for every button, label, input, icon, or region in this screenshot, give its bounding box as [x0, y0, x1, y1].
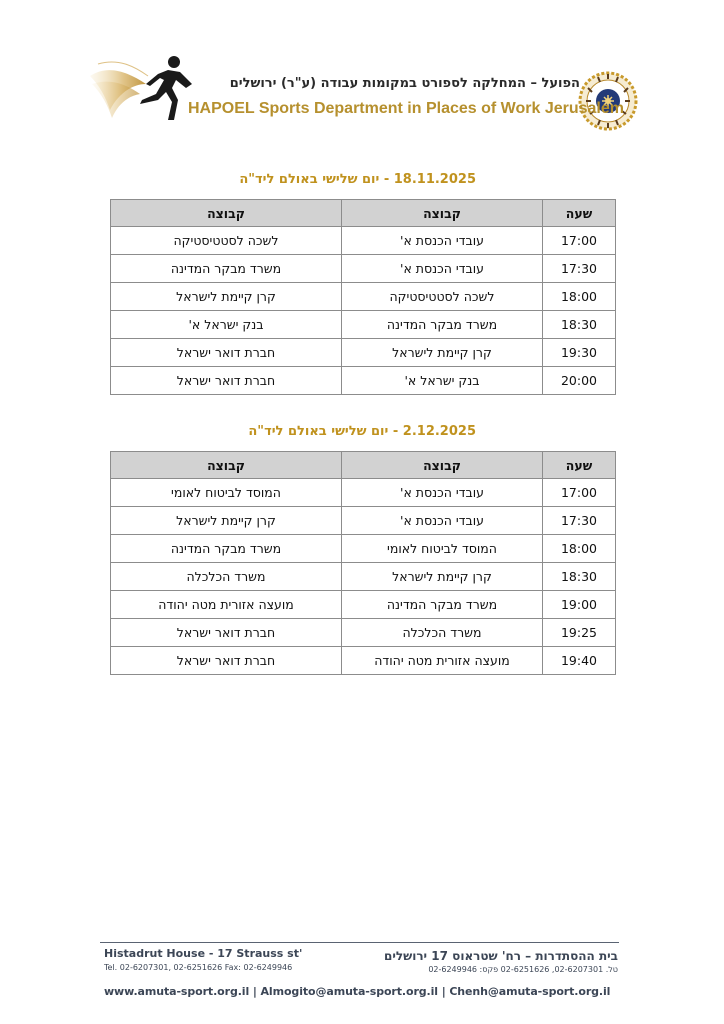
time-column-header: שעה [543, 452, 616, 479]
schedule-table [110, 199, 616, 395]
footer-web-links: www.amuta-sport.org.il | Almogito@amuta-sport.org.il | Chenh@amuta-sport.org.il [104, 985, 611, 998]
team2-cell: משרד הכלכלה [111, 563, 342, 591]
org-name-english: HAPOEL Sports Department in Places of Work Jerusalem [188, 100, 624, 117]
team1-cell: קרן קיימת לישראל [342, 339, 543, 367]
table-row [111, 507, 616, 535]
time-cell: 19:30 [543, 339, 616, 367]
team1-cell: עובדי הכנסת א' [342, 479, 543, 507]
table-header-row [111, 452, 616, 479]
team2-cell: חברת דואר ישראל [111, 647, 342, 675]
team2-column-header: קבוצה [111, 452, 342, 479]
time-cell: 17:00 [543, 479, 616, 507]
footer-address-english: Histadrut House - 17 Strauss st' [104, 947, 303, 960]
time-cell: 18:30 [543, 563, 616, 591]
table-row [111, 283, 616, 311]
time-cell: 19:40 [543, 647, 616, 675]
table-row [111, 367, 616, 395]
footer-divider [100, 942, 619, 943]
team2-cell: חברת דואר ישראל [111, 619, 342, 647]
team2-cell: חברת דואר ישראל [111, 367, 342, 395]
table-row [111, 255, 616, 283]
table-row [111, 535, 616, 563]
team1-cell: משרד מבקר המדינה [342, 311, 543, 339]
team2-cell: בנק ישראל א' [111, 311, 342, 339]
footer-contact-hebrew: טל. 02-6207301, 02-6251626 פקס: 02-6249946 [428, 965, 618, 974]
time-cell: 19:00 [543, 591, 616, 619]
table-row [111, 563, 616, 591]
table-row [111, 479, 616, 507]
team1-cell: המוסד לביטוח לאומי [342, 535, 543, 563]
team1-cell: קרן קיימת לישראל [342, 563, 543, 591]
time-column-header: שעה [543, 200, 616, 227]
team1-cell: לשכה לסטטיסטיקה [342, 283, 543, 311]
time-cell: 19:25 [543, 619, 616, 647]
team2-cell: חברת דואר ישראל [111, 339, 342, 367]
team1-cell: עובדי הכנסת א' [342, 255, 543, 283]
team1-cell: עובדי הכנסת א' [342, 507, 543, 535]
table-row [111, 227, 616, 255]
team2-cell: משרד מבקר המדינה [111, 255, 342, 283]
time-cell: 17:30 [543, 507, 616, 535]
org-name-hebrew: הפועל – המחלקה לספורט במקומות עבודה (ע"ר) ירושלים [229, 76, 580, 91]
schedule-table [110, 451, 616, 675]
team1-column-header: קבוצה [342, 200, 543, 227]
time-cell: 17:30 [543, 255, 616, 283]
team1-cell: בנק ישראל א' [342, 367, 543, 395]
team1-cell: משרד הכלכלה [342, 619, 543, 647]
table-row [111, 647, 616, 675]
team2-cell: משרד מבקר המדינה [111, 535, 342, 563]
table-row [111, 339, 616, 367]
team1-cell: מועצה אזורית מטה יהודה [342, 647, 543, 675]
footer-address-hebrew: בית ההסתדרות – רח' שטראוס 17 ירושלים [383, 949, 618, 963]
table-header-row [111, 200, 616, 227]
time-cell: 18:30 [543, 311, 616, 339]
team2-column-header: קבוצה [111, 200, 342, 227]
team1-column-header: קבוצה [342, 452, 543, 479]
team2-cell: המוסד לביטוח לאומי [111, 479, 342, 507]
schedule-title: 2.12.2025 - יום שלישי באולם ליד"ה [248, 424, 476, 439]
table-row [111, 591, 616, 619]
team2-cell: מועצה אזורית מטה יהודה [111, 591, 342, 619]
team1-cell: משרד מבקר המדינה [342, 591, 543, 619]
team1-cell: עובדי הכנסת א' [342, 227, 543, 255]
table-row [111, 619, 616, 647]
time-cell: 20:00 [543, 367, 616, 395]
time-cell: 17:00 [543, 227, 616, 255]
table-row [111, 311, 616, 339]
time-cell: 18:00 [543, 283, 616, 311]
team2-cell: לשכה לסטטיסטיקה [111, 227, 342, 255]
footer-contact-english: Tel. 02-6207301, 02-6251626 Fax: 02-6249946 [104, 963, 293, 972]
time-cell: 18:00 [543, 535, 616, 563]
team2-cell: קרן קיימת לישראל [111, 283, 342, 311]
team2-cell: קרן קיימת לישראל [111, 507, 342, 535]
schedule-title: 18.11.2025 - יום שלישי באולם ליד"ה [239, 172, 476, 187]
runner-logo-icon [88, 54, 198, 130]
